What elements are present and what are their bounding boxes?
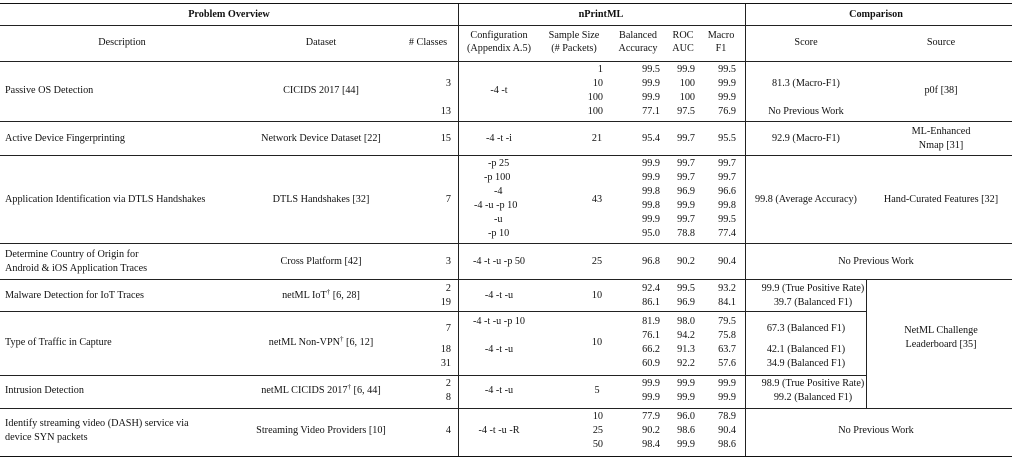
column-header-score: Score [794, 37, 818, 48]
row-configuration: -4 -t -u -p 50 [472, 256, 526, 267]
row-dataset: netML Non-VPN† [6, 12] [268, 335, 374, 348]
row-roc-auc: 98.0 [677, 316, 695, 327]
row-balanced-accuracy: 99.8 [642, 200, 660, 211]
column-header-sample-unit: (# Packets) [551, 43, 597, 54]
row-balanced-accuracy: 77.1 [642, 106, 660, 117]
row-balanced-accuracy: 99.9 [642, 172, 660, 183]
row-configuration: -4 -t -u -R [478, 425, 520, 436]
row-description: Application Identification via DTLS Handshakes [5, 194, 206, 205]
column-header-description: Description [98, 37, 146, 48]
row-score: 39.7 (Balanced F1) [773, 297, 853, 308]
row-sample-size: 5 [594, 385, 600, 396]
row-roc-auc: 96.9 [677, 186, 695, 197]
group-header-overview: Problem Overview [188, 9, 270, 20]
row-macro-f1: 75.8 [718, 330, 736, 341]
row-description: Determine Country of Origin for [5, 249, 139, 260]
row-classes: 7 [445, 194, 451, 205]
row-sample-size: 10 [592, 411, 603, 422]
row-rule [0, 121, 1012, 122]
row-balanced-accuracy: 81.9 [642, 316, 660, 327]
row-configuration: -4 -u -p 10 [474, 200, 518, 211]
row-roc-auc: 99.9 [677, 200, 695, 211]
column-header-balanced: Balanced [619, 30, 657, 41]
column-header-configuration: Configuration [470, 30, 528, 41]
row-roc-auc: 99.9 [677, 64, 695, 75]
row-balanced-accuracy: 90.2 [642, 425, 660, 436]
row-macro-f1: 90.4 [718, 256, 736, 267]
row-score: 42.1 (Balanced F1) [766, 344, 846, 355]
row-sample-size: 1 [597, 64, 603, 75]
row-macro-f1: 95.5 [718, 133, 736, 144]
column-header-accuracy: Accuracy [618, 43, 658, 54]
row-score: 34.9 (Balanced F1) [766, 358, 846, 369]
row-configuration: -4 [494, 186, 503, 197]
group-divider [458, 4, 459, 456]
row-rule [0, 408, 1012, 409]
row-roc-auc: 100 [679, 92, 695, 103]
column-header-configuration-note: (Appendix A.5) [467, 43, 531, 54]
row-score: 99.2 (Balanced F1) [773, 392, 853, 403]
row-macro-f1: 96.6 [718, 186, 736, 197]
top-rule [0, 3, 1012, 4]
row-roc-auc: 99.7 [677, 133, 695, 144]
row-balanced-accuracy: 99.9 [642, 214, 660, 225]
row-macro-f1: 99.9 [718, 392, 736, 403]
row-classes: 13 [440, 106, 451, 117]
row-sample-size: 100 [587, 92, 603, 103]
row-dataset: Streaming Video Providers [10] [256, 425, 386, 436]
row-rule [0, 375, 866, 376]
row-balanced-accuracy: 86.1 [642, 297, 660, 308]
row-rule [0, 311, 866, 312]
row-macro-f1: 76.9 [718, 106, 736, 117]
row-description: Identify streaming video (DASH) service via [5, 418, 189, 429]
row-balanced-accuracy: 77.9 [642, 411, 660, 422]
column-header-classes: # Classes [408, 37, 448, 48]
row-sample-size: 25 [592, 425, 603, 436]
column-header-auc: AUC [672, 43, 694, 54]
row-description: Passive OS Detection [5, 85, 94, 96]
row-classes: 2 [445, 283, 451, 294]
row-source: NetML Challenge [904, 325, 978, 336]
row-score: 99.8 (Average Accuracy) [755, 194, 857, 205]
header-bottom-rule [0, 61, 1012, 62]
row-dataset: Cross Platform [42] [280, 256, 362, 267]
row-balanced-accuracy: 99.9 [642, 158, 660, 169]
row-rule [0, 155, 1012, 156]
row-description: device SYN packets [5, 432, 88, 443]
row-balanced-accuracy: 76.1 [642, 330, 660, 341]
row-macro-f1: 79.5 [718, 316, 736, 327]
column-header-source: Source [926, 37, 956, 48]
row-score: 99.9 (True Positive Rate) [761, 283, 865, 294]
row-roc-auc: 99.5 [677, 283, 695, 294]
row-balanced-accuracy: 99.9 [642, 92, 660, 103]
row-classes: 18 [440, 344, 451, 355]
row-macro-f1: 99.9 [718, 378, 736, 389]
row-sample-size: 25 [591, 256, 603, 267]
row-roc-auc: 99.9 [677, 439, 695, 450]
row-roc-auc: 94.2 [677, 330, 695, 341]
row-roc-auc: 100 [679, 78, 695, 89]
row-macro-f1: 99.9 [718, 78, 736, 89]
row-balanced-accuracy: 95.0 [642, 228, 660, 239]
row-macro-f1: 63.7 [718, 344, 736, 355]
row-balanced-accuracy: 95.4 [642, 133, 660, 144]
row-macro-f1: 99.8 [718, 200, 736, 211]
row-balanced-accuracy: 99.9 [642, 78, 660, 89]
row-roc-auc: 92.2 [677, 358, 695, 369]
row-description: Malware Detection for IoT Traces [5, 290, 144, 301]
row-rule [0, 279, 1012, 280]
row-description: Active Device Fingerprinting [5, 133, 125, 144]
group-header-nprintml: nPrintML [578, 9, 624, 20]
row-comparison: No Previous Work [838, 425, 914, 436]
group-header-comparison: Comparison [849, 9, 903, 20]
row-balanced-accuracy: 66.2 [642, 344, 660, 355]
row-balanced-accuracy: 60.9 [642, 358, 660, 369]
row-score: 98.9 (True Positive Rate) [761, 378, 865, 389]
group-divider [745, 4, 746, 456]
row-roc-auc: 90.2 [677, 256, 695, 267]
row-macro-f1: 77.4 [718, 228, 736, 239]
row-sample-size: 10 [591, 337, 603, 348]
row-source: Hand-Curated Features [32] [883, 194, 999, 205]
row-sample-size: 10 [592, 78, 603, 89]
row-classes: 31 [440, 358, 451, 369]
row-classes: 3 [445, 78, 451, 89]
row-dataset: Network Device Dataset [22] [261, 133, 381, 144]
row-macro-f1: 99.7 [718, 158, 736, 169]
row-classes: 19 [440, 297, 451, 308]
row-balanced-accuracy: 98.4 [642, 439, 660, 450]
row-sample-size: 50 [592, 439, 603, 450]
row-balanced-accuracy: 99.9 [642, 392, 660, 403]
row-roc-auc: 96.9 [677, 297, 695, 308]
row-score: No Previous Work [768, 106, 844, 117]
row-sample-size: 43 [591, 194, 603, 205]
row-classes: 8 [445, 392, 451, 403]
row-roc-auc: 96.0 [677, 411, 695, 422]
row-classes: 2 [445, 378, 451, 389]
row-macro-f1: 90.4 [718, 425, 736, 436]
row-macro-f1: 84.1 [718, 297, 736, 308]
row-source: Nmap [31] [918, 140, 964, 151]
row-source: Leaderboard [35] [905, 339, 977, 350]
header-rule [0, 25, 1012, 26]
row-roc-auc: 98.6 [677, 425, 695, 436]
row-configuration: -p 10 [488, 228, 510, 239]
column-header-sample-size: Sample Size [548, 30, 600, 41]
row-macro-f1: 57.6 [718, 358, 736, 369]
row-score: 92.9 (Macro-F1) [772, 133, 840, 144]
bottom-rule [0, 456, 1012, 457]
row-configuration: -4 -t -i [485, 133, 513, 144]
row-roc-auc: 97.5 [677, 106, 695, 117]
row-score: 81.3 (Macro-F1) [772, 78, 840, 89]
row-dataset: DTLS Handshakes [32] [272, 194, 370, 205]
row-comparison: No Previous Work [838, 256, 914, 267]
row-balanced-accuracy: 99.5 [642, 64, 660, 75]
row-balanced-accuracy: 96.8 [642, 256, 660, 267]
row-macro-f1: 98.6 [718, 439, 736, 450]
row-roc-auc: 78.8 [677, 228, 695, 239]
row-sample-size: 10 [591, 290, 603, 301]
row-macro-f1: 99.7 [718, 172, 736, 183]
row-classes: 7 [445, 323, 451, 334]
row-macro-f1: 99.9 [718, 92, 736, 103]
row-roc-auc: 99.7 [677, 172, 695, 183]
row-macro-f1: 78.9 [718, 411, 736, 422]
row-configuration: -p 100 [484, 172, 511, 183]
row-roc-auc: 99.7 [677, 214, 695, 225]
column-header-f1: F1 [715, 43, 727, 54]
row-configuration: -4 -t -u -p 10 [472, 316, 526, 327]
row-balanced-accuracy: 92.4 [642, 283, 660, 294]
row-sample-size: 21 [591, 133, 603, 144]
row-classes: 3 [445, 256, 451, 267]
row-macro-f1: 99.5 [718, 64, 736, 75]
row-roc-auc: 99.9 [677, 392, 695, 403]
row-roc-auc: 99.7 [677, 158, 695, 169]
row-description: Intrusion Detection [5, 385, 84, 396]
row-configuration: -4 -t [490, 85, 508, 96]
row-configuration: -4 -t -u [484, 385, 514, 396]
row-dataset: CICIDS 2017 [44] [283, 85, 359, 96]
row-roc-auc: 99.9 [677, 378, 695, 389]
row-classes: 15 [440, 133, 451, 144]
column-header-macro: Macro [707, 30, 735, 41]
row-balanced-accuracy: 99.9 [642, 378, 660, 389]
row-sample-size: 100 [587, 106, 603, 117]
row-description: Type of Traffic in Capture [5, 337, 112, 348]
row-configuration: -4 -t -u [484, 344, 514, 355]
row-score: 67.3 (Balanced F1) [766, 323, 846, 334]
source-divider [866, 279, 867, 408]
row-description: Android & iOS Application Traces [5, 263, 148, 274]
row-configuration: -p 25 [488, 158, 510, 169]
row-macro-f1: 99.5 [718, 214, 736, 225]
column-header-dataset: Dataset [305, 37, 337, 48]
row-source: ML-Enhanced [911, 126, 971, 137]
row-dataset: netML IoT† [6, 28] [282, 288, 360, 301]
row-balanced-accuracy: 99.8 [642, 186, 660, 197]
row-rule [0, 243, 1012, 244]
row-configuration: -u [494, 214, 503, 225]
column-header-roc: ROC [672, 30, 694, 41]
row-configuration: -4 -t -u [484, 290, 514, 301]
row-roc-auc: 91.3 [677, 344, 695, 355]
row-classes: 4 [445, 425, 451, 436]
row-dataset: netML CICIDS 2017† [6, 44] [261, 383, 381, 396]
row-macro-f1: 93.2 [718, 283, 736, 294]
row-source: p0f [38] [924, 85, 958, 96]
